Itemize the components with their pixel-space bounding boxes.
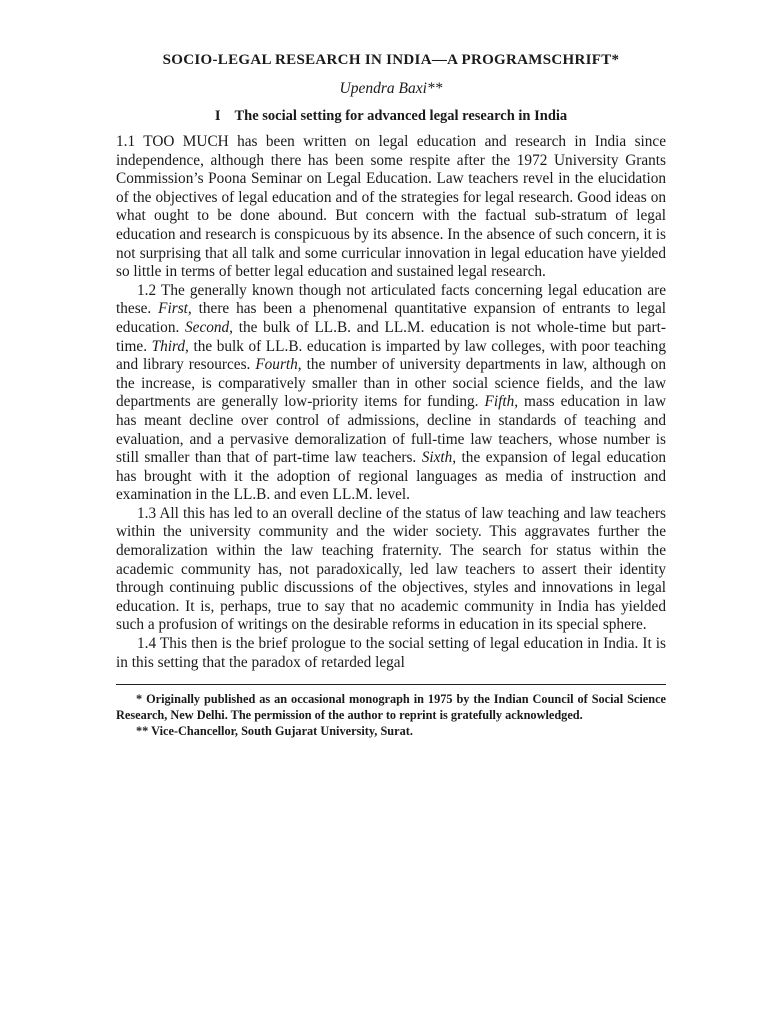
text-run: the bulk of LL.B. education is imparted by law colleges, with poor teaching and library resources. [116,337,666,374]
footnote-1: * Originally published as an occasional monograph in 1975 by the Indian Council of Social Science Research, New Delhi. The permission of the author to reprint is gratefully acknowledged. [116,692,666,723]
section-title: The social setting for advanced legal research in India [234,108,568,124]
emphasis-run: Sixth, [421,449,457,467]
emphasis-run: First, [158,300,192,318]
emphasis-run: Third, [151,337,189,355]
text-run: 1.1 TOO MUCH has been written on legal education and research in India since independence, although there has been some respite after the 1972 University Grants Commission’s Poona Seminar on Legal Education. Law teachers revel in the elucidation of the objectives of legal education and of the strategies for legal research. Good ideas on what ought to be done abound. But concern with the factual sub-stratum of legal education and research is conspicuous by its absence. In the absence of such concern, it is not surprising that all talk and some curricular innovation in legal education have yielded so little in terms of better legal education and sustained legal research. [116,133,666,281]
text-run: mass education in law has meant decline over control of admissions, decline in standards of teaching and evaluation, and a pervasive demoralization of full-time law teachers, whose number is still smaller than that of part-time law teachers. [116,393,667,467]
text-run: 1.3 All this has led to an overall decline of the status of law teaching and law teachers within the university community and the wider society. This aggravates further the demoralization within the law teaching fraternity. The search for status within the academic community has, not paradoxically, led law teachers to assert their identity through continuing public discussions of the objectives, styles and innovations in legal education. It is, perhaps, true to say that no academic community in India has yielded such a profusion of writings on the desirable reforms in education in its special sphere. [116,504,666,634]
paragraph-1-4 [116,635,666,672]
footnote-divider [116,684,666,685]
paragraph-1-1 [116,133,666,282]
text-run: the number of university departments in law, although on the increase, is comparatively smaller than in other social science fields, and the law departments are generally low-priority items for funding. [116,356,666,411]
footnotes [116,691,666,739]
author-name: Upendra Baxi** [339,80,443,97]
emphasis-run: Fourth, [255,356,302,374]
section-heading [116,108,666,125]
text-run: 1.2 The generally known though not articulated facts concerning legal education are these. [116,281,666,318]
footnote-2: ** Vice-Chancellor, South Gujarat University, Surat. [136,724,413,739]
text-run: there has been a phenomenal quantitative expansion of entrants to legal education. [116,300,666,336]
article-body [116,133,666,672]
article-title: SOCIO-LEGAL RESEARCH IN INDIA—A PROGRAMSCHRIFT* [162,52,620,68]
text-run: 1.4 This then is the brief prologue to the social setting of legal education in India. It is in this setting that the paradox of retarded legal [116,635,666,671]
emphasis-run: Fifth, [484,393,519,411]
emphasis-run: Second, [185,318,233,336]
text-run: the expansion of legal education has brought with it the adoption of regional languages as media of instruction and examination in the LL.B. and even LL.M. level. [116,449,667,504]
section-number: I [214,108,221,124]
paragraph-1-3 [116,505,666,635]
text-run: the bulk of LL.B. and LL.M. education is not whole-time but part-time. [116,318,666,355]
paragraph-1-2 [116,282,666,505]
